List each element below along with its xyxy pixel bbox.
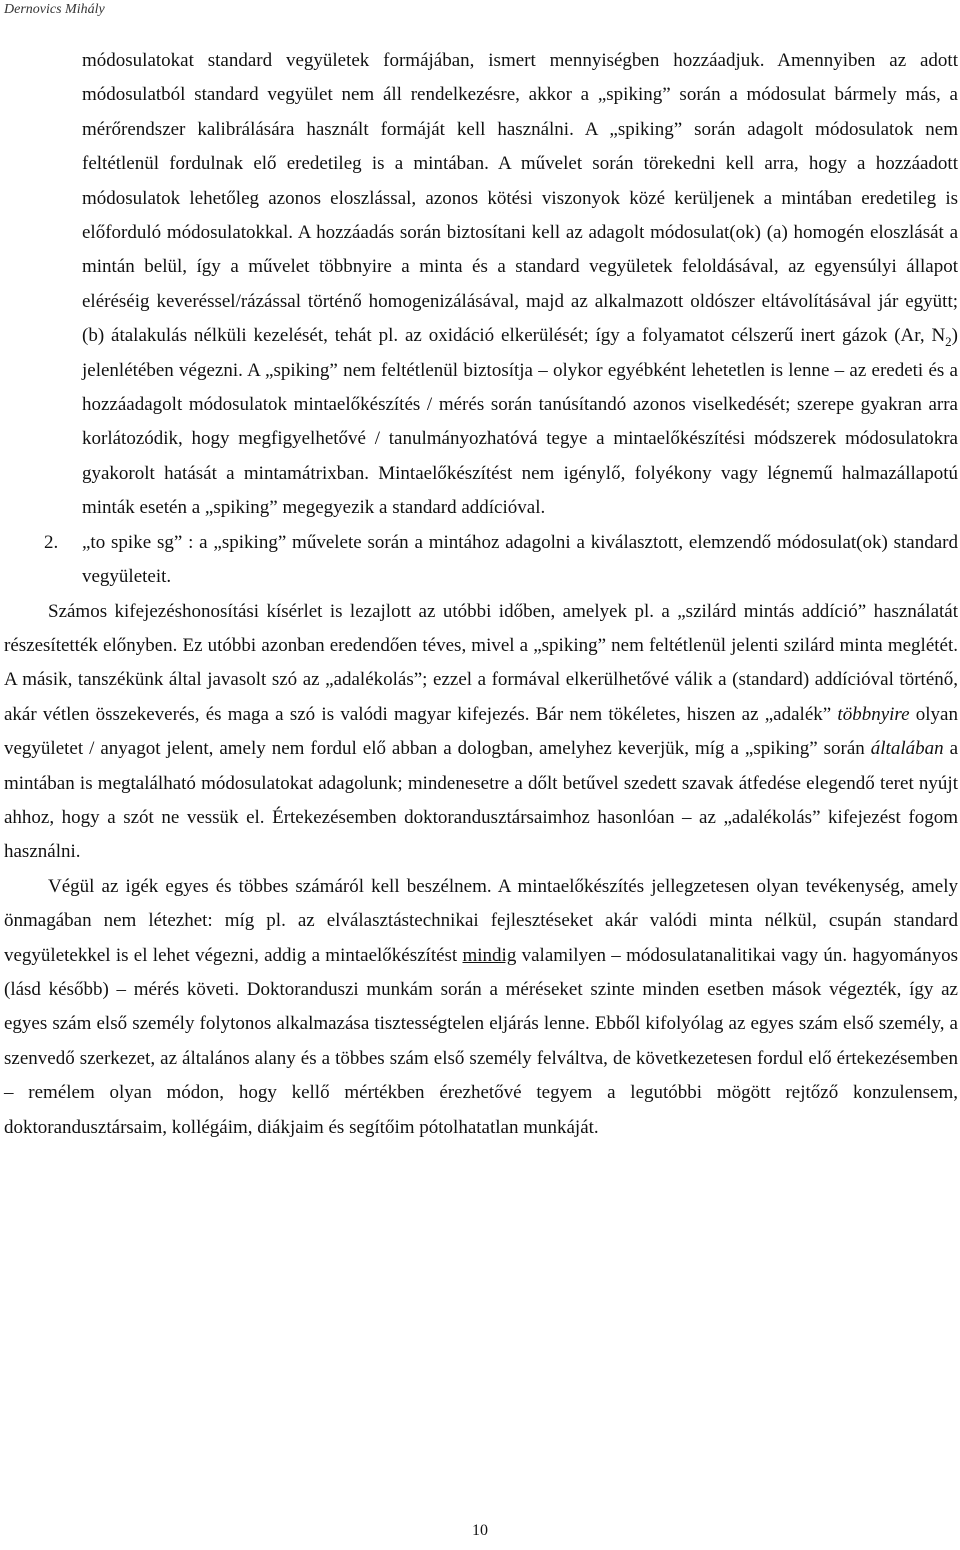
underlined-word: mindig bbox=[462, 944, 517, 966]
paragraph-verbs bbox=[4, 870, 958, 1145]
list-item-continuation bbox=[82, 44, 958, 526]
list-item-2 bbox=[4, 526, 958, 595]
paragraph-text: Végül az igék egyes és többes számáról kell beszélnem. A mintaelőkészítés jellegzetesen olyan tevékenység, amely önmagában nem létezhet: míg pl. az elválasztástechnikai fejlesztéseket akár valódi minta nélkül, csupán standard vegyületekkel is el lehet végezni, addig a mintaelőkészítést bbox=[4, 875, 958, 966]
subscript: 2 bbox=[945, 334, 952, 350]
page-body bbox=[4, 44, 958, 1145]
list-item-number: 2. bbox=[44, 531, 59, 553]
paragraph-terminology bbox=[4, 595, 958, 870]
list-item-text: „to spike sg” : a „spiking” művelete során a mintához adagolni a kiválasztott, elemzendő módosulat(ok) standard vegyületeit. bbox=[82, 531, 958, 588]
running-header-author: Dernovics Mihály bbox=[4, 2, 105, 17]
italic-word: általában bbox=[870, 738, 944, 760]
paragraph-text: ) jelenlétében végezni. A „spiking” nem feltétlenül biztosítja – olykor egyébként lehetetlen is lenne – az eredeti és a hozzáadagolt módosulatok mintaelőkészítés / mérés során tanúsítandó azonos viselkedését; szerepe gyakran arra korlátozódik, hogy megfigyelhetővé / tanulmányozhatóvá tegye a mintaelőkészítési módszerek módosulatokra gyakorolt hatását a mintamátrixban. Mintaelőkészítést nem igénylő, folyékony vagy légnemű halmazállapotú minták esetén a „spiking” megegyezik a standard addícióval. bbox=[82, 325, 958, 519]
page-number: 10 bbox=[472, 1522, 488, 1539]
italic-word: többnyire bbox=[837, 703, 910, 725]
paragraph-text: Számos kifejezéshonosítási kísérlet is lezajlott az utóbbi időben, amelyek pl. a „szilárd mintás addíció” használatát részesítették előnyben. Ez utóbbi azonban eredendően téves, mivel a „spiking” nem feltétlenül jelenti szilárd minta meglétét. A másik, tanszékünk által javasolt szó az „adalékolás”; ezzel a formával elkerülhetővé válik a (standard) addícióval történő, akár vétlen összekeverés, és maga a szó is valódi magyar kifejezés. Bár nem tökéletes, hiszen az „adalék” bbox=[4, 600, 958, 725]
paragraph-text: olyan vegyületet / anyagot jelent, amely nem fordul elő abban a dologban, amelyhez keverjük, míg a „spiking” során bbox=[4, 703, 958, 760]
paragraph-text: a mintában is megtalálható módosulatokat adagolunk; mindenesetre a dőlt betűvel szedett szavak átfedése elegendő teret nyújt ahhoz, hogy a szót ne vessük el. Értekezésemben doktorandusztársaimhoz hasonlóan – az „adalékolás” kifejezést fogom használni. bbox=[4, 738, 959, 863]
paragraph-text: valamilyen – módosulatanalitikai vagy ún. hagyományos (lásd később) – mérés követi. Doktoranduszi munkám során a méréseket szinte minden esetben mások végezték, így az egyes szám első személy folytonos alkalmazása tisztességtelen eljárás lenne. Ebből kifolyólag az egyes szám első személy, a szenvedő szerkezet, az általános alany és a többes szám első személy felváltva, de következetesen fordul elő értekezésemben – remélem olyan módon, hogy kellő mértékben érezhetővé tegyem a legutóbbi mögött rejtőző konzulensem, doktorandusztársaim, kollégáim, diákjaim és segítőim pótolhatatlan munkáját. bbox=[4, 944, 958, 1138]
paragraph-text: módosulatokat standard vegyületek formájában, ismert mennyiségben hozzáadjuk. Amennyiben az adott módosulatból standard vegyület nem áll rendelkezésre, akkor a „spiking” során a módosulat bármely más, a mérőrendszer kalibrálására használt formáját kell használni. A „spiking” során adagolt módosulatok nem feltétlenül fordulnak elő eredetileg is a mintában. A művelet során törekedni kell arra, hogy a hozzáadott módosulatok lehetőleg azonos eloszlással, azonos kötési viszonyok közé kerüljenek a mintában eredetileg is előforduló módosulatokkal. A hozzáadás során biztosítani kell az adagolt módosulat(ok) (a) homogén eloszlását a mintán belül, így a művelet többnyire a minta és a standard vegyületek feloldásával, az egyensúlyi állapot eléréséig keveréssel/rázással történő homogenizálásával, majd az alkalmazott oldószer eltávolításával jár együtt; (b) átalakulás nélküli kezelését, tehát pl. az oxidáció elkerülését; így a folyamatot célszerű inert gázok (Ar, N bbox=[82, 50, 958, 347]
